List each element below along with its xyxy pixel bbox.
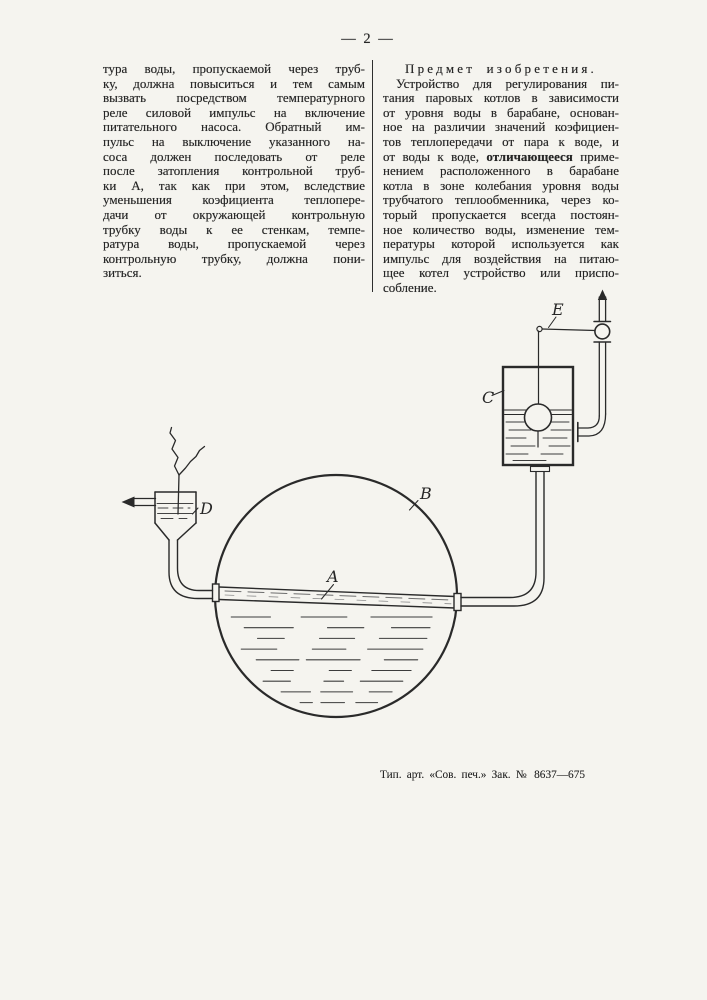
float-lever [537, 326, 596, 331]
label-lever-e: E [552, 300, 564, 319]
tube-flange-right [454, 594, 461, 611]
text-line: вызвать посредством температурного [103, 90, 365, 106]
text-line: трубчатого теплообменника, через ко- [383, 192, 619, 208]
riser-pipe [461, 467, 550, 607]
funnel-downpipe [169, 540, 213, 599]
control-tube [213, 584, 462, 611]
text-line: от уровня воды в барабане, основан- [383, 104, 619, 120]
imprint: Тип. арт. «Сов. печ.» Зак. № 8637—675 [380, 769, 585, 781]
page-number: — 2 — [341, 31, 395, 47]
tube-flange-left [213, 584, 220, 602]
text-line: ное количество воды, изменение тем- [383, 221, 619, 237]
text-segment: от воды к воде, [383, 148, 479, 164]
text-line: контрольную трубку, должна пони- [103, 250, 365, 266]
label-funnel-d: D [200, 499, 213, 518]
label-control-tube-a: A [327, 567, 339, 586]
text-line: питательного насоса. Обратный им- [103, 119, 365, 135]
text-line: уменьшения коэфициента теплопере- [103, 192, 365, 208]
text-line: пературы которой используется как [383, 236, 619, 252]
exchanger-tank [503, 331, 573, 465]
text-line: соса должен последовать от реле [103, 148, 365, 164]
text-line: ратура воды, пропускаемой через [103, 236, 365, 252]
feed-pipe [578, 297, 606, 442]
text-segment: приме- [580, 148, 619, 164]
drum-water-hatching [231, 617, 432, 703]
feed-arrow-icon [598, 290, 607, 301]
text-line: собление. [383, 279, 437, 295]
text-line: тов теплопередачи от пара к воде, и [383, 133, 619, 149]
text-line: торый пропускается всегда постоян- [383, 206, 619, 222]
text-line: трубку воды к ее стенкам, темпе- [103, 221, 365, 237]
outflow-arrow-icon [122, 497, 135, 508]
label-leaders [193, 317, 557, 599]
text-line: тания паровых котлов в зависимости [383, 90, 619, 106]
label-tank-c: C [482, 388, 495, 407]
valve-body [595, 324, 610, 339]
text-line: ку, должна повыситься и тем самым [103, 75, 365, 91]
text-line: тура воды, пропускаемой через труб- [103, 61, 365, 76]
text-line: реле силовой импульс на включение [103, 104, 365, 120]
riser-collar [531, 467, 550, 472]
text-line: ное на различии значений коэфициен- [383, 119, 619, 135]
section-heading: Предмет изобретения. [404, 61, 598, 76]
text-line: щее котел устройство или приспо- [383, 265, 619, 281]
text-line: пульс на выключение указанного на- [103, 133, 365, 149]
text-line: котла в зоне колебания уровня воды [383, 177, 619, 193]
bold-term: отличающееся [486, 148, 573, 164]
outflow-pipe [122, 497, 156, 508]
feed-valve [578, 290, 611, 442]
text-line: Устройство для регулирования пи- [396, 75, 619, 91]
label-drum-b: B [420, 484, 432, 503]
text-line: дачи от окружающей контрольную [103, 206, 365, 222]
relay-funnel [155, 492, 196, 540]
text-line: импульс для воздействия на питаю- [383, 250, 619, 266]
text-line: ки А, так как при этом, вследствие [103, 177, 365, 193]
text-line: зиться. [103, 265, 142, 281]
float [525, 404, 552, 431]
text-line: нением расположенного в барабане [383, 163, 619, 179]
lever-pivot [537, 326, 542, 331]
text-line: после затопления контрольной труб- [103, 163, 365, 179]
